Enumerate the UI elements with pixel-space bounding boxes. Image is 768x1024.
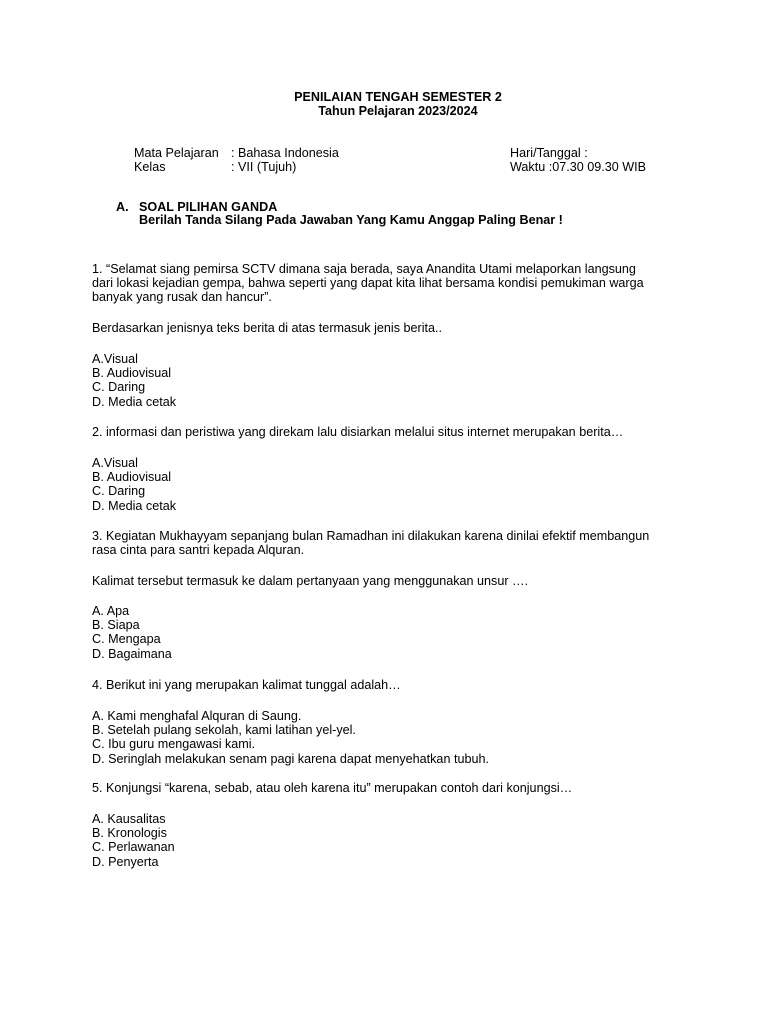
question-4-option-c: C. Ibu guru mengawasi kami. bbox=[92, 737, 256, 752]
question-5-option-b: B. Kronologis bbox=[92, 826, 167, 841]
question-4-option-b: B. Setelah pulang sekolah, kami latihan yel-yel. bbox=[92, 723, 356, 738]
question-2-stem bbox=[92, 425, 682, 439]
question-5-line-1: 5. Konjungsi “karena, sebab, atau oleh karena itu” merupakan contoh dari konjungsi… bbox=[92, 781, 573, 795]
info-row-class bbox=[134, 160, 694, 175]
question-1-line-3: banyak yang rusak dan hancur”. bbox=[92, 290, 272, 305]
info-row-subject bbox=[134, 146, 694, 161]
question-4-option-d: D. Seringlah melakukan senam pagi karena dapat menyehatkan tubuh. bbox=[92, 751, 489, 766]
question-5-option-a: A. Kausalitas bbox=[92, 812, 166, 826]
question-3-options bbox=[92, 604, 682, 661]
question-5-stem bbox=[92, 781, 682, 795]
question-1-option-c: C. Daring bbox=[92, 380, 146, 395]
question-3-stem bbox=[92, 529, 682, 557]
question-1-prompt: Berdasarkan jenisnya teks berita di atas termasuk jenis berita.. bbox=[92, 321, 442, 335]
exam-title: PENILAIAN TENGAH SEMESTER 2 bbox=[294, 90, 502, 104]
question-1-option-a: A.Visual bbox=[92, 352, 138, 366]
question-2-option-a: A.Visual bbox=[92, 456, 138, 470]
question-2-option-d: D. Media cetak bbox=[92, 498, 176, 513]
question-2-options bbox=[92, 456, 682, 513]
subject-label: Mata Pelajaran bbox=[134, 146, 219, 160]
question-1-line-2: dari lokasi kejadian gempa, bahwa seperti yang dapat kita lihat bersama kondisi pemukiman warga bbox=[92, 276, 644, 291]
class-value: : VII (Tujuh) bbox=[231, 160, 297, 174]
question-2-option-c: C. Daring bbox=[92, 484, 146, 499]
question-1-stem bbox=[92, 262, 682, 305]
question-3-option-a: A. Apa bbox=[92, 604, 130, 618]
class-label: Kelas bbox=[134, 160, 166, 174]
question-1-line-1: 1. “Selamat siang pemirsa SCTV dimana saja berada, saya Anandita Utami melaporkan langsung bbox=[92, 262, 636, 276]
section-instruction: Berilah Tanda Silang Pada Jawaban Yang Kamu Anggap Paling Benar ! bbox=[139, 213, 563, 227]
question-5-options bbox=[92, 812, 682, 869]
section-letter: A. bbox=[116, 200, 129, 214]
question-4-stem bbox=[92, 678, 682, 692]
question-3-option-d: D. Bagaimana bbox=[92, 646, 172, 661]
question-2-option-b: B. Audiovisual bbox=[92, 470, 172, 485]
question-5-option-d: D. Penyerta bbox=[92, 854, 159, 869]
question-1-options bbox=[92, 352, 682, 409]
question-3-line-2: rasa cinta para santri kepada Alquran. bbox=[92, 543, 305, 558]
academic-year: Tahun Pelajaran 2023/2024 bbox=[318, 104, 478, 118]
question-3-prompt: Kalimat tersebut termasuk ke dalam pertanyaan yang menggunakan unsur …. bbox=[92, 574, 529, 588]
question-3-option-c: C. Mengapa bbox=[92, 632, 161, 647]
question-5-option-c: C. Perlawanan bbox=[92, 840, 175, 855]
subject-value: : Bahasa Indonesia bbox=[231, 146, 339, 160]
date-label: Hari/Tanggal : bbox=[510, 146, 588, 160]
question-3-line-1: 3. Kegiatan Mukhayyam sepanjang bulan Ramadhan ini dilakukan karena dinilai efektif membangun bbox=[92, 529, 650, 543]
question-1-option-d: D. Media cetak bbox=[92, 394, 176, 409]
section-title: SOAL PILIHAN GANDA bbox=[139, 200, 278, 214]
question-1-option-b: B. Audiovisual bbox=[92, 366, 172, 381]
question-4-line-1: 4. Berikut ini yang merupakan kalimat tunggal adalah… bbox=[92, 678, 401, 692]
time-label: Waktu :07.30 09.30 WIB bbox=[510, 160, 647, 174]
question-3-option-b: B. Siapa bbox=[92, 618, 140, 633]
question-4-options bbox=[92, 709, 682, 766]
question-4-option-a: A. Kami menghafal Alquran di Saung. bbox=[92, 709, 302, 723]
question-2-line-1: 2. informasi dan peristiwa yang direkam lalu disiarkan melalui situs internet merupakan berita… bbox=[92, 425, 624, 439]
